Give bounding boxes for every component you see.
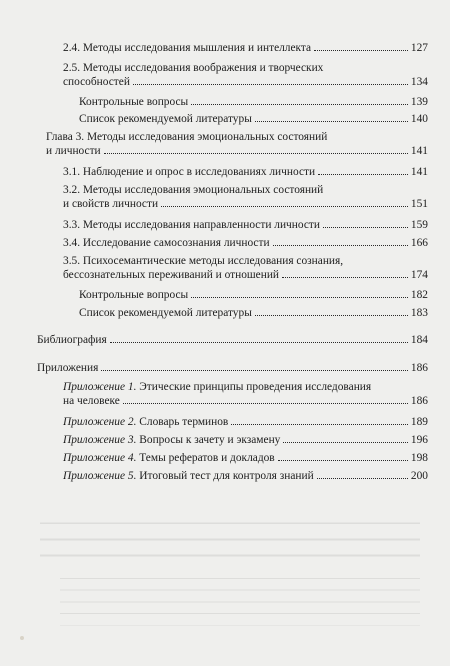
toc-entry-title: 2.4. Методы исследования мышления и интеллекта [63,42,312,54]
toc-page-number: 198 [410,452,428,464]
dot-leader [101,369,408,371]
appendix-label: Приложение 1. [63,381,137,393]
dot-leader [282,276,408,278]
toc-entry-title: Приложения [37,362,99,374]
dot-leader [161,205,408,207]
toc-entry-2-4 [63,41,428,55]
toc-entry-bibliography [37,333,428,347]
dot-leader [283,441,408,443]
toc-entry-title-cont: способностей [63,76,130,89]
toc-entry-title: 3.3. Методы исследования направленности личности [63,219,320,231]
toc-page-number: 141 [410,145,428,158]
toc-entry-control-questions-2 [79,95,428,109]
toc-page-number: 140 [410,113,428,125]
dot-leader [278,459,408,461]
toc-entry-2-5 [63,61,428,89]
toc-entry-appendix-2 [63,415,428,429]
toc-entry-control-questions-3 [79,288,428,302]
appendix-label: Приложение 4. [63,452,137,464]
toc-page-number: 174 [410,269,428,282]
toc-page-number: 183 [410,307,428,319]
toc-entry-literature-3 [79,306,428,320]
toc-page-number: 200 [410,470,428,482]
toc-entry-title: 2.5. Методы исследования воображения и творческих [63,62,324,74]
dot-leader [317,477,408,479]
toc-page-number: 159 [410,219,428,231]
toc-entry-title: Этические принципы проведения исследования [136,381,372,393]
toc-entry-title: Контрольные вопросы [79,96,189,108]
toc-page-number: 139 [410,96,428,108]
dot-leader [255,120,408,122]
appendix-label: Приложение 2. [63,416,137,428]
toc-entry-3-1 [63,165,428,179]
toc-entry-title: 3.4. Исследование самосознания личности [63,237,270,249]
toc-entry-appendix-3 [63,433,428,447]
toc-page-number: 184 [410,334,428,346]
toc-entry-appendix-1 [63,380,428,408]
toc-page-number: 196 [410,434,428,446]
toc-page-number: 134 [410,76,428,89]
toc-entry-3-3 [63,218,428,232]
dot-leader [191,103,408,105]
toc-entry-title: Список рекомендуемой литературы [79,113,252,125]
toc-page-number: 141 [410,166,428,178]
paper-mark [20,636,24,640]
toc-entry-title-cont: и личности [46,145,101,158]
toc-page-number: 182 [410,289,428,301]
dot-leader [191,296,408,298]
toc-entry-title: 3.1. Наблюдение и опрос в исследованиях личности [63,166,316,178]
dot-leader [314,49,408,51]
toc-entry-title-cont: бессознательных переживаний и отношений [63,269,280,282]
show-through-bleed [40,522,420,563]
dot-leader [255,314,408,316]
toc-entry-title: Контрольные вопросы [79,289,189,301]
toc-entry-title: Глава 3. Методы исследования эмоциональных состояний [46,131,328,143]
toc-entry-3-5 [63,254,428,282]
toc-entry-title: 3.5. Психосемантические методы исследования сознания, [63,255,344,267]
toc-entry-title: 3.2. Методы исследования эмоциональных состояний [63,184,324,196]
toc-entry-3-4 [63,236,428,250]
toc-entry-title: Вопросы к зачету и экзамену [136,434,281,446]
toc-page-number: 151 [410,198,428,211]
toc-entry-title: Темы рефератов и докладов [136,452,275,464]
toc-entry-title: Итоговый тест для контроля знаний [136,470,314,482]
toc-page-number: 166 [410,237,428,249]
toc-page-number: 186 [410,362,428,374]
toc-entry-appendices [37,361,428,375]
toc-entry-title-cont: и свойств личности [63,198,159,211]
toc-entry-title: Словарь терминов [136,416,229,428]
dot-leader [231,423,408,425]
dot-leader [104,152,408,154]
toc-entry-title-cont: на человеке [63,395,120,408]
toc-page-number: 189 [410,416,428,428]
dot-leader [110,341,408,343]
toc-entry-title: Библиография [37,334,107,346]
toc-entry-3-2 [63,183,428,211]
dot-leader [323,226,408,228]
appendix-label: Приложение 5. [63,470,137,482]
dot-leader [273,244,408,246]
dot-leader [318,173,408,175]
appendix-label: Приложение 3. [63,434,137,446]
toc-entry-chapter-3 [46,130,428,158]
dot-leader [123,402,408,404]
toc-entry-title: Список рекомендуемой литературы [79,307,252,319]
show-through-bleed [60,578,420,632]
toc-page-number: 127 [410,42,428,54]
dot-leader [133,83,408,85]
toc-entry-literature-2 [79,112,428,126]
toc-entry-appendix-5 [63,469,428,483]
toc-entry-appendix-4 [63,451,428,465]
toc-page-number: 186 [410,395,428,408]
